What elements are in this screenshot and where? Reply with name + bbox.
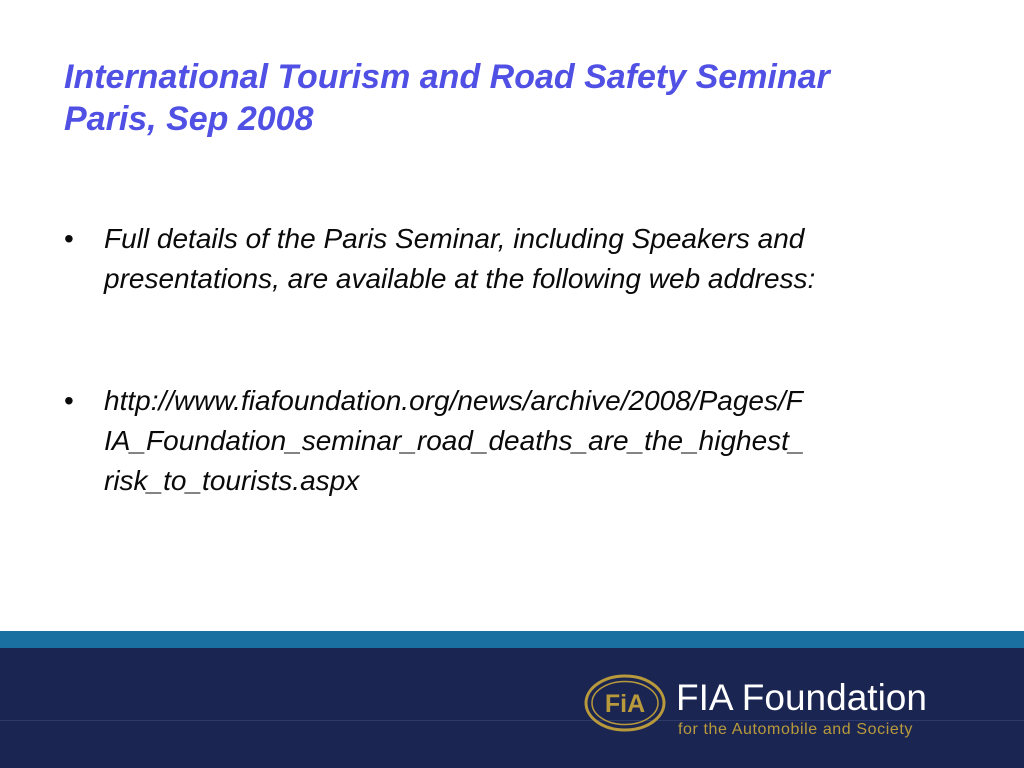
bullet-marker: • xyxy=(64,223,74,254)
bullet-text: Full details of the Paris Seminar, including Speakers and presentations, are available at the following web address: xyxy=(104,223,816,294)
bullet-list xyxy=(64,219,964,501)
logo-name: FIA Foundation xyxy=(676,677,927,718)
web-address-link[interactable] xyxy=(104,381,964,501)
logo-tagline: for the Automobile and Society xyxy=(678,721,914,738)
slide-title-line-1: International Tourism and Road Safety Seminar xyxy=(64,58,830,96)
footer-stripe xyxy=(0,631,1024,648)
slide-title xyxy=(64,56,984,140)
web-address-line-2: IA_Foundation_seminar_road_deaths_are_the_highest_ xyxy=(104,425,805,456)
slide-title-line-2: Paris, Sep 2008 xyxy=(64,100,314,138)
bullet-item-url xyxy=(64,381,964,501)
fia-emblem-icon xyxy=(584,674,666,732)
footer-bar xyxy=(0,648,1024,768)
bullet-item-details xyxy=(64,219,964,299)
fia-emblem-text: FiA xyxy=(604,690,646,718)
web-address-line-1: http://www.fiafoundation.org/news/archive/2008/Pages/F xyxy=(104,385,803,416)
web-address-line-3: risk_to_tourists.aspx xyxy=(104,465,360,496)
bullet-marker: • xyxy=(64,385,74,416)
